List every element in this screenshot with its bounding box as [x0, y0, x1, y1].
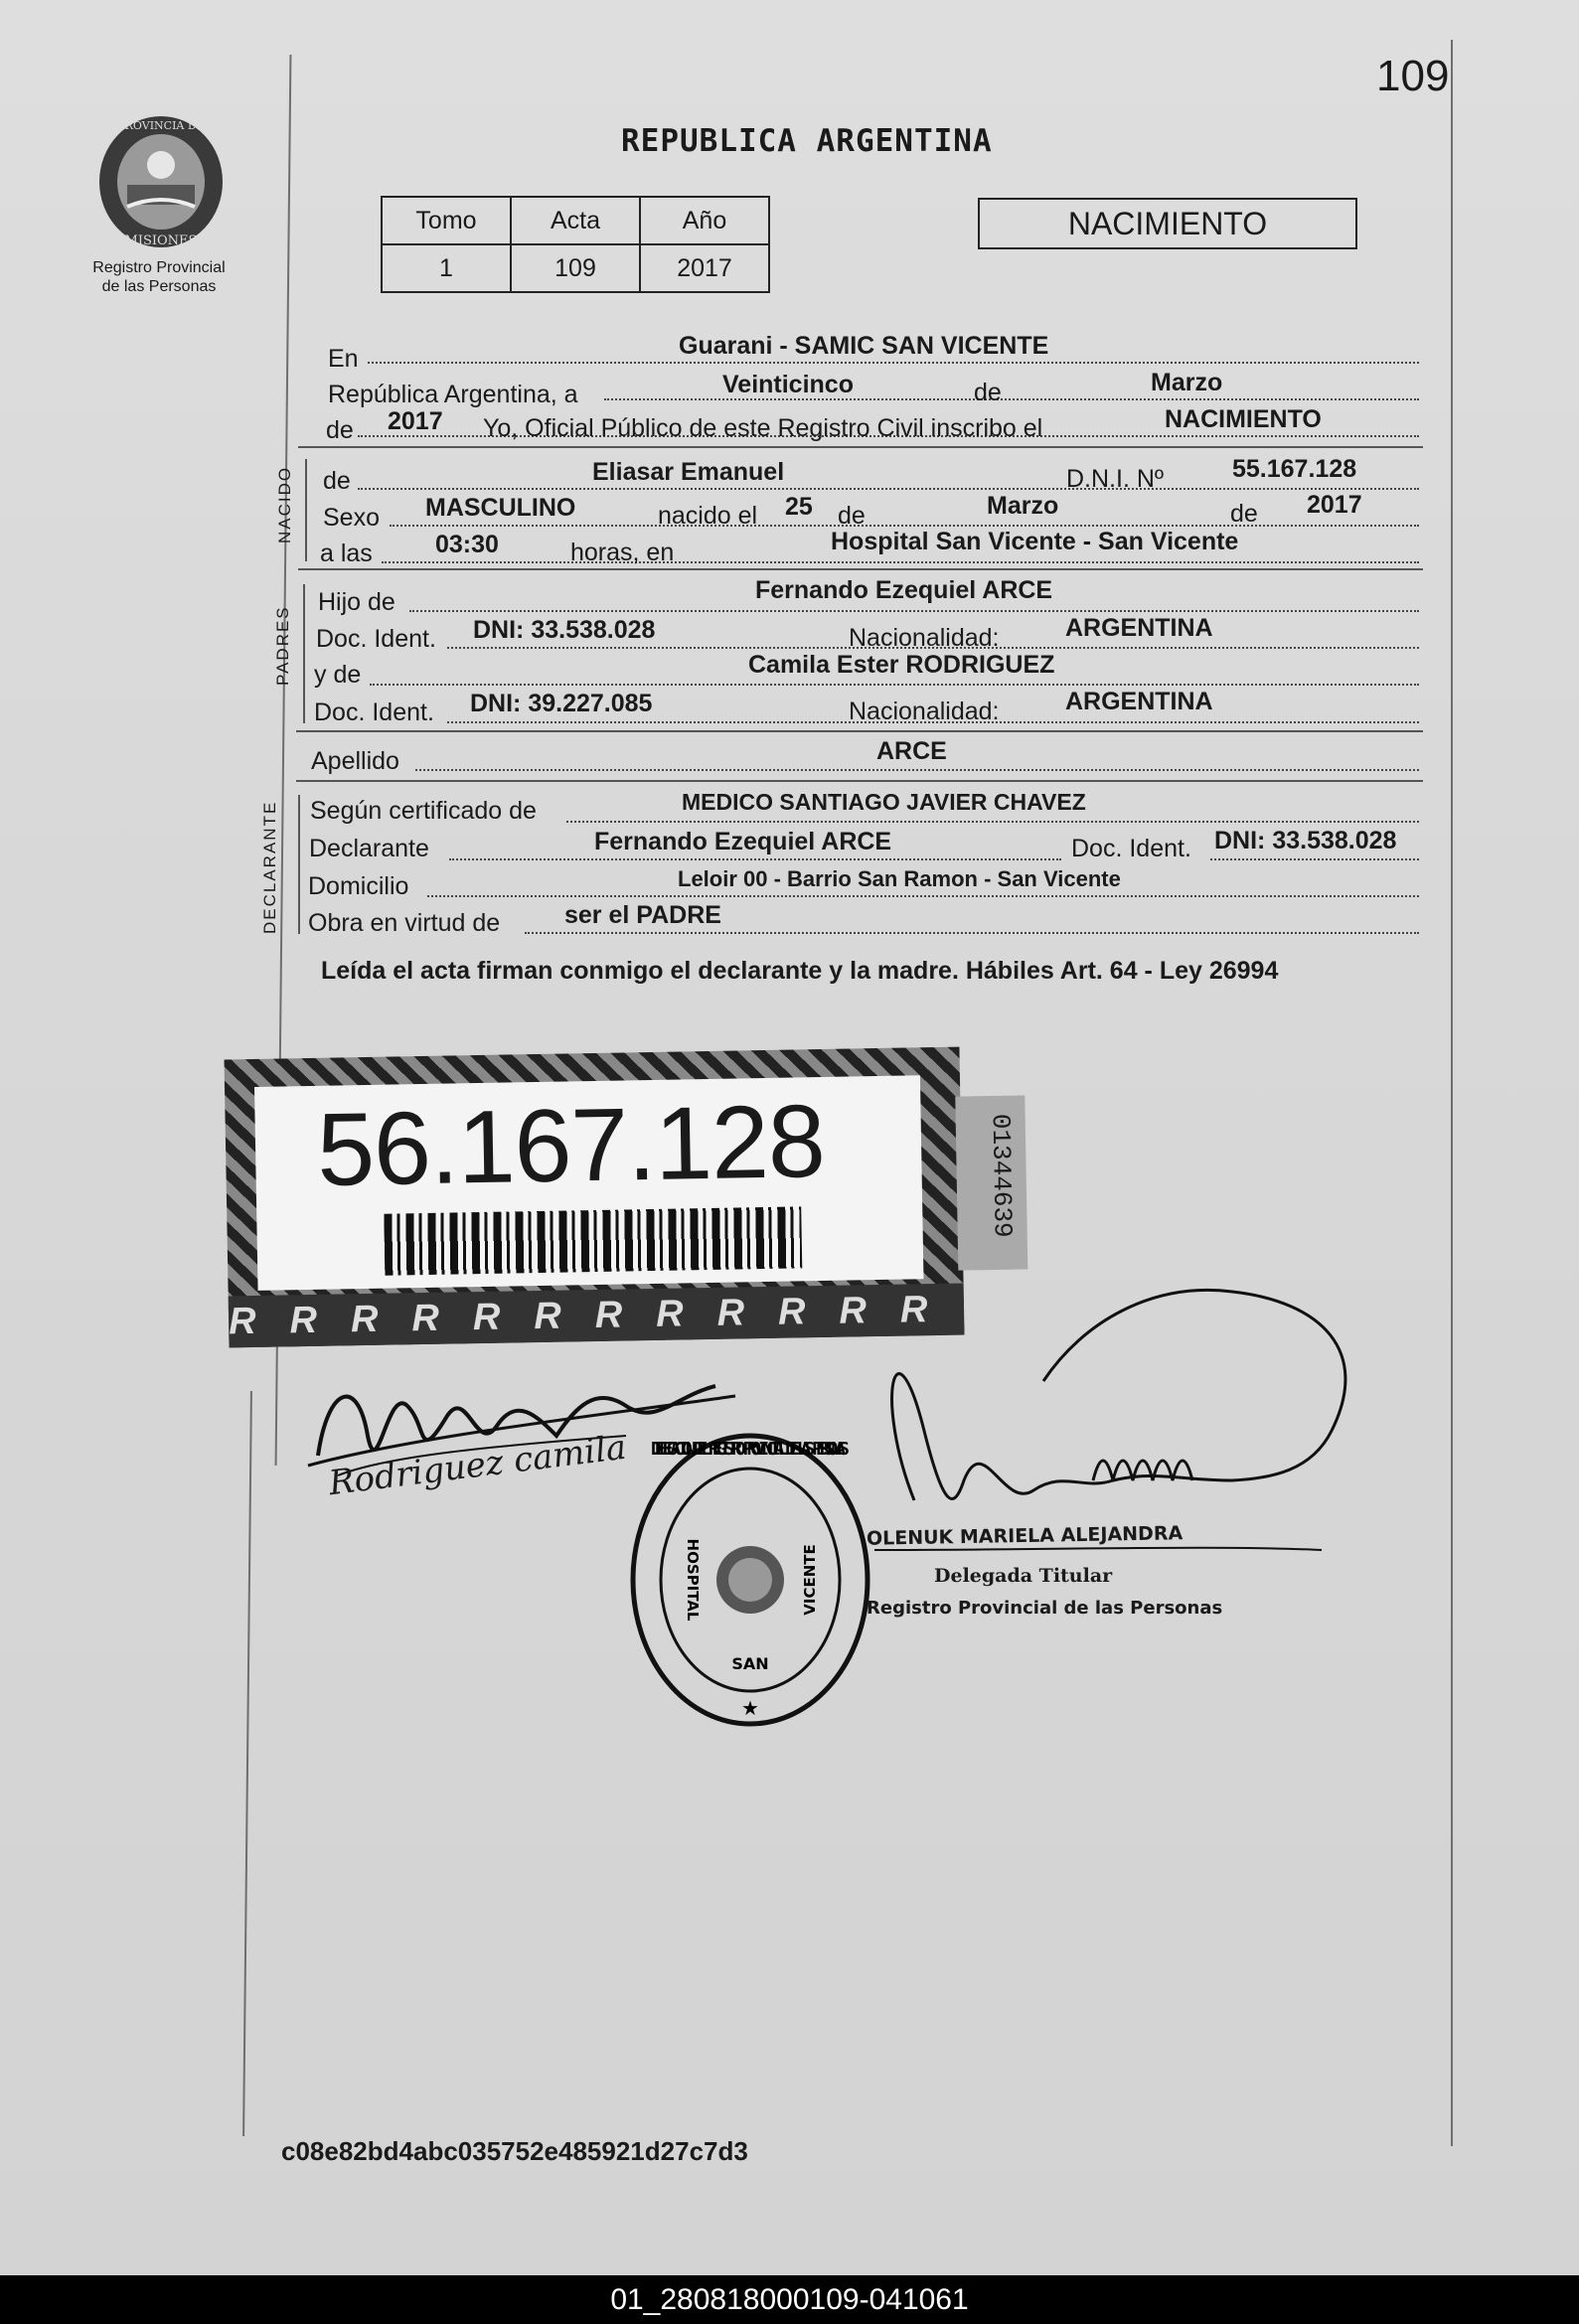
month-value: Marzo: [1151, 369, 1223, 396]
obra-value: ser el PADRE: [564, 901, 721, 929]
closing-text: Leída el acta firman conmigo el declarante y la madre. Hábiles Art. 64 - Ley 26994: [321, 957, 1279, 985]
section-separator: [296, 730, 1423, 732]
barcode: [384, 1206, 802, 1275]
svg-text:HOSPITAL: HOSPITAL: [684, 1538, 702, 1622]
father-nat: ARGENTINA: [1065, 614, 1213, 642]
day-value: Veinticinco: [722, 371, 854, 398]
footer-id-bar: 01_280818000109-041061: [0, 2275, 1579, 2324]
header-tomo: Tomo: [382, 197, 511, 244]
dni-label: D.N.I. Nº: [1066, 465, 1165, 493]
section-bracket: [305, 459, 307, 561]
official-title: Delegada Titular: [934, 1565, 1113, 1587]
logo-caption-line2: de las Personas: [101, 278, 217, 295]
value-acta: 109: [511, 244, 640, 292]
birth-month: Marzo: [987, 492, 1059, 520]
mother-doc-label: Doc. Ident.: [314, 698, 434, 726]
inscribo-value: NACIMIENTO: [1165, 405, 1322, 433]
mother-name: Camila Ester RODRIGUEZ: [748, 651, 1055, 679]
dotline: [449, 858, 1061, 860]
declarante-value: Fernando Ezequiel ARCE: [594, 828, 892, 855]
mother-handwriting: Rodriguez camila: [326, 1427, 629, 1504]
sticker-face: [254, 1075, 923, 1291]
apellido-label: Apellido: [311, 747, 399, 775]
document-hash: c08e82bd4abc035752e485921d27c7d3: [281, 2136, 748, 2166]
sexo-label: Sexo: [323, 504, 380, 532]
declarante-doc: DNI: 33.538.028: [1214, 827, 1397, 854]
mother-doc: DNI: 39.227.085: [470, 690, 653, 717]
section-bracket: [298, 795, 300, 934]
father-doc: DNI: 33.538.028: [473, 616, 656, 644]
left-margin-line-lower: [242, 1391, 252, 2136]
birth-place: Hospital San Vicente - San Vicente: [831, 528, 1239, 555]
official-name: OLENUK MARIELA ALEJANDRA: [866, 1522, 1184, 1550]
de-label: de: [974, 379, 1002, 406]
nacido-name: Eliasar Emanuel: [592, 458, 785, 486]
dotline: [427, 895, 1419, 897]
official-org: Registro Provincial de las Personas: [867, 1598, 1223, 1619]
certificado-label: Según certificado de: [310, 797, 537, 825]
domicilio-value: Leloir 00 - Barrio San Ramon - San Vicente: [678, 866, 1121, 891]
declarante-section-label: DECLARANTE: [260, 800, 279, 934]
section-separator: [298, 446, 1423, 448]
birth-year: 2017: [1307, 491, 1362, 519]
sexo-value: MASCULINO: [425, 494, 576, 522]
apellido-value: ARCE: [876, 737, 947, 765]
de-label-2: de: [326, 416, 354, 444]
serial-number: 01344639: [985, 1113, 1018, 1238]
en-label: En: [328, 345, 359, 373]
mother-nat: ARGENTINA: [1065, 688, 1213, 715]
svg-text:SAN: SAN: [731, 1654, 769, 1673]
obra-label: Obra en virtud de: [308, 909, 501, 937]
de-label-4: de: [1230, 500, 1258, 528]
certificado-value: MEDICO SANTIAGO JAVIER CHAVEZ: [682, 789, 1086, 815]
value-tomo: 1: [382, 244, 511, 292]
header-acta: Acta: [511, 197, 640, 244]
hijo-label: Hijo de: [318, 588, 395, 616]
mother-nat-label: Nacionalidad:: [849, 697, 1000, 725]
page-number: 109: [1376, 52, 1450, 100]
record-type-box: NACIMIENTO: [978, 198, 1357, 249]
republica-label: República Argentina, a: [328, 381, 578, 408]
declarante-doc-label: Doc. Ident.: [1071, 835, 1191, 862]
sticker-security-strip: RRRRRRRRRRRR: [229, 1284, 965, 1348]
svg-text:★: ★: [741, 1698, 759, 1720]
serial-tab: [955, 1095, 1027, 1270]
sticker-number: 56.167.128: [316, 1083, 826, 1208]
dotline: [382, 561, 1419, 563]
y-de-label: y de: [314, 661, 362, 689]
right-margin-line: [1451, 40, 1453, 2146]
oficial-text: Yo, Oficial Público de este Registro Civil inscribo el: [483, 414, 1043, 442]
nacido-section-label: NACIDO: [275, 465, 294, 543]
birth-day: 25: [785, 493, 813, 521]
section-bracket: [303, 584, 305, 723]
sticker-mark: R: [228, 1300, 290, 1343]
horas-label: horas, en: [570, 539, 675, 566]
svg-text:VICENTE: VICENTE: [801, 1544, 819, 1616]
id-sticker: [225, 1047, 1018, 1348]
delegation-seal: [626, 1431, 874, 1729]
page-title: REPUBLICA ARGENTINA: [621, 123, 993, 159]
nacido-de-label: de: [323, 467, 351, 495]
misiones-logo: [91, 107, 231, 256]
en-value: Guarani - SAMIC SAN VICENTE: [679, 332, 1049, 360]
padres-section-label: PADRES: [273, 605, 292, 686]
svg-text:PROVINCIA DE: PROVINCIA DE: [117, 119, 205, 132]
svg-text:MISIONES: MISIONES: [124, 233, 198, 248]
dotline: [566, 821, 1419, 823]
dotline: [415, 769, 1419, 771]
father-doc-label: Doc. Ident.: [316, 625, 436, 653]
dotline: [370, 684, 1419, 686]
declarante-label: Declarante: [309, 835, 429, 862]
father-nat-label: Nacionalidad:: [849, 624, 1000, 652]
nacido-el-label: nacido el: [658, 502, 758, 530]
record-table: [381, 196, 770, 293]
a-las-label: a las: [320, 540, 373, 567]
year-value: 2017: [388, 407, 443, 435]
domicilio-label: Domicilio: [308, 872, 409, 900]
birth-time: 03:30: [435, 531, 499, 558]
value-ano: 2017: [640, 244, 769, 292]
dotline: [409, 610, 1419, 612]
dni-value: 55.167.128: [1232, 455, 1357, 483]
dotline: [390, 525, 1419, 527]
header-ano: Año: [640, 197, 769, 244]
dotline: [1210, 858, 1419, 860]
dotline: [525, 932, 1419, 934]
section-separator: [296, 780, 1423, 782]
logo-caption: [70, 258, 248, 296]
dotline: [368, 362, 1419, 364]
dotline: [358, 488, 1419, 490]
father-name: Fernando Ezequiel ARCE: [755, 576, 1053, 604]
svg-text:DELEGACION DEL REGISTRO PROVIN: DELEGACION DEL REGISTRO PROVINCIAL DE LAS PERSONAS: [651, 1439, 850, 1460]
de-label-3: de: [838, 502, 866, 530]
logo-caption-line1: Registro Provincial: [92, 259, 226, 276]
section-separator: [298, 568, 1423, 570]
